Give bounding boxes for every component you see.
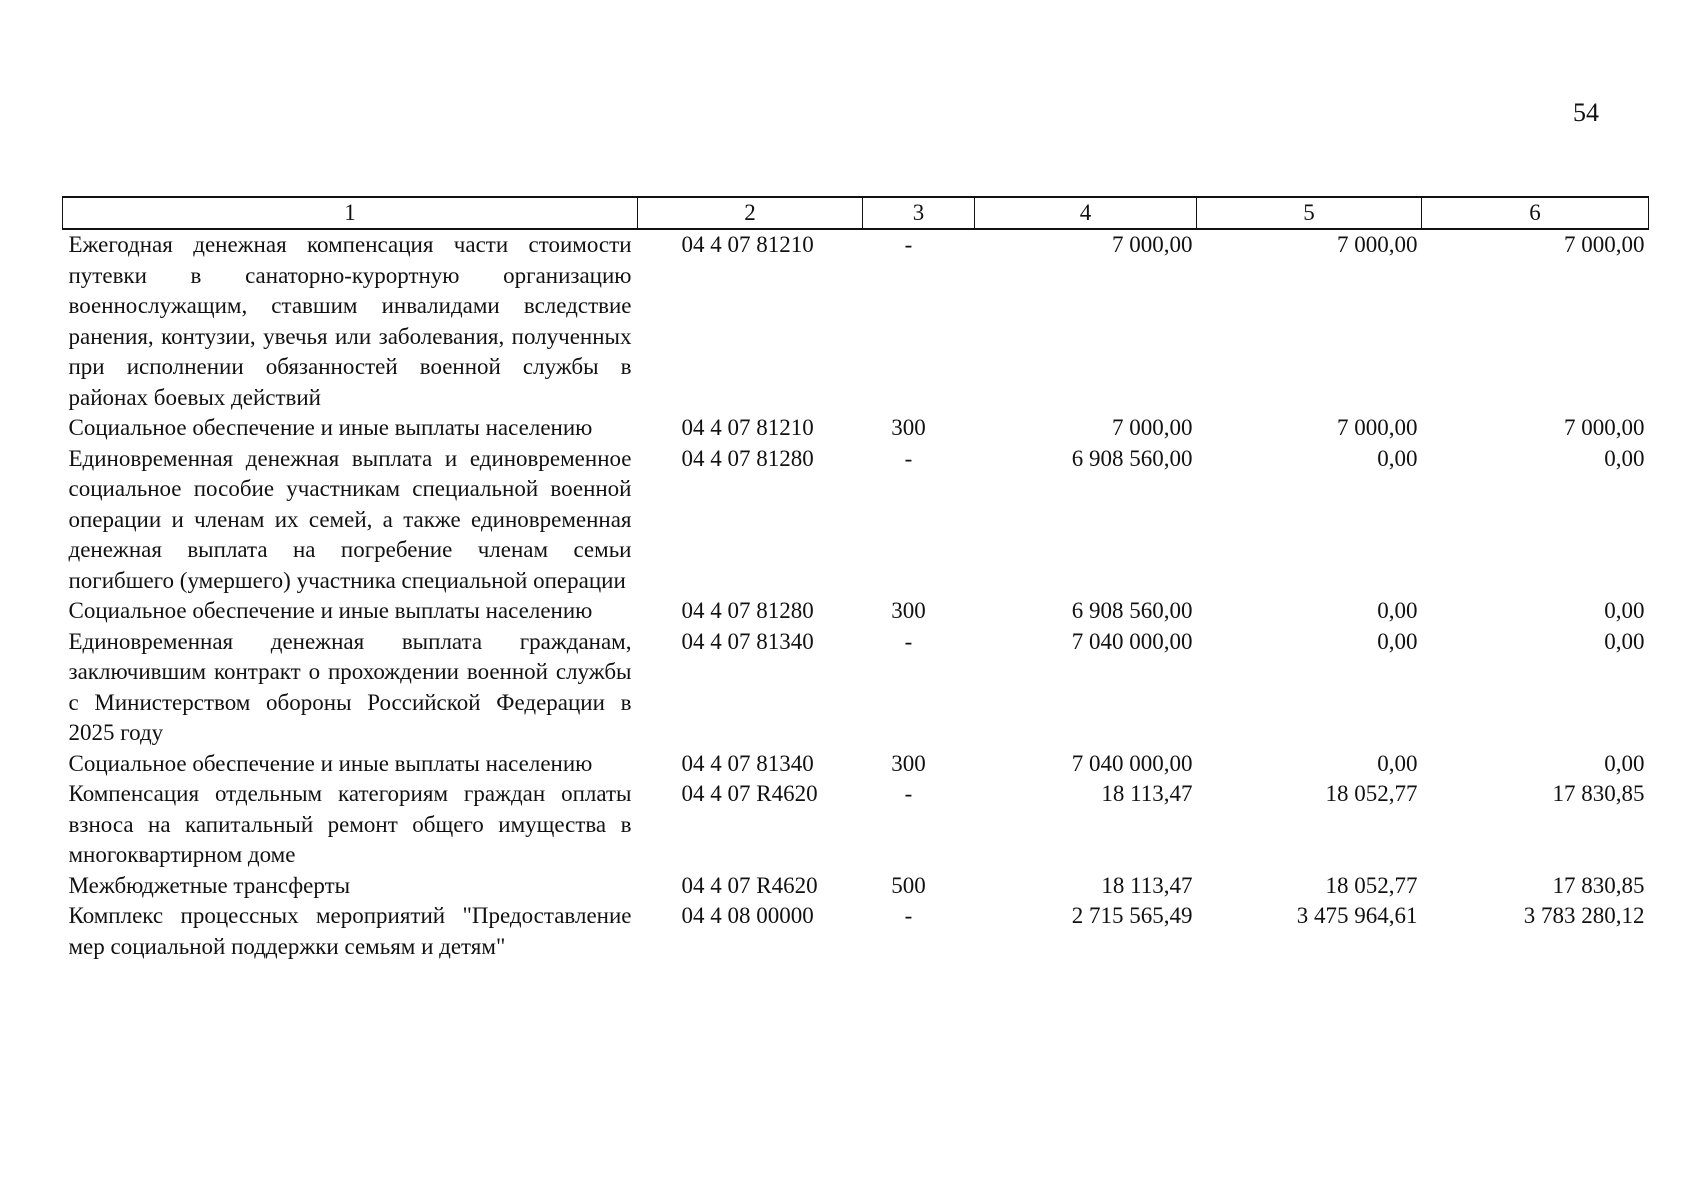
row-type: 300 [891, 415, 926, 440]
row-value-col4: 6 908 560,00 [1071, 445, 1193, 471]
row-value-col6: 7 000,00 [1564, 415, 1645, 440]
table-row [63, 871, 1649, 902]
row-value-col6: 17 830,85 [1552, 872, 1645, 898]
table-row [63, 901, 1649, 962]
table-row [63, 444, 1649, 597]
header-row [63, 197, 1649, 229]
header-col-2: 2 [638, 197, 863, 229]
row-value-col5: 0,00 [1377, 598, 1418, 623]
row-code: 04 4 08 00000 [681, 903, 814, 928]
table-header [63, 197, 1649, 229]
row-value-col5: 0,00 [1377, 628, 1418, 654]
row-value-col5: 7 000,00 [1337, 232, 1418, 257]
row-value-col5: 18 052,77 [1325, 872, 1418, 898]
budget-table [62, 196, 1649, 962]
row-value-col5: 18 052,77 [1325, 781, 1418, 806]
row-code: 04 4 07 81210 [681, 232, 814, 257]
header-col-5: 5 [1197, 197, 1422, 229]
row-value-col6: 0,00 [1604, 598, 1645, 623]
row-value-col4: 7 040 000,00 [1071, 750, 1193, 776]
table-row [63, 229, 1649, 413]
row-value-col5: 0,00 [1377, 750, 1418, 776]
row-value-col4: 18 113,47 [1101, 781, 1193, 806]
table-row [63, 749, 1649, 780]
row-code: 04 4 07 81280 [681, 445, 814, 471]
row-code: 04 4 07 R4620 [681, 872, 818, 898]
row-code: 04 4 07 81280 [681, 598, 814, 623]
row-type: 300 [891, 598, 926, 623]
row-value-col6: 0,00 [1604, 445, 1645, 471]
row-value-col4: 7 040 000,00 [1071, 628, 1193, 654]
row-name: Компенсация отдельным категориям граждан оплаты взноса на капитальный ремонт общего имущества в многоквартирном доме [68, 781, 632, 867]
row-name: Социальное обеспечение и иные выплаты населению [68, 598, 593, 623]
row-value-col4: 18 113,47 [1101, 872, 1193, 898]
row-value-col5: 7 000,00 [1337, 415, 1418, 440]
row-type: - [904, 903, 913, 928]
row-name: Единовременная денежная выплата гражданам, заключившим контракт о прохождении военной службы с Министерством обороны Российской Федерации в 2025 году [68, 628, 632, 745]
header-col-1: 1 [63, 197, 638, 229]
table-row [63, 779, 1649, 871]
row-name: Ежегодная денежная компенсация части стоимости путевки в санаторно-курортную организацию военнослужащим, ставшим инвалидами вследствие ранения, контузии, увечья или заболевания, полученных при исполнении обязанностей военной службы в районах боевых действий [68, 232, 632, 410]
row-name: Межбюджетные трансферты [68, 872, 351, 898]
row-value-col6: 17 830,85 [1552, 781, 1645, 806]
row-code: 04 4 07 R4620 [681, 781, 818, 806]
row-name: Социальное обеспечение и иные выплаты населению [68, 750, 593, 776]
row-value-col6: 7 000,00 [1564, 232, 1645, 257]
row-value-col4: 6 908 560,00 [1071, 598, 1193, 623]
row-value-col5: 0,00 [1377, 445, 1418, 471]
row-type: 300 [891, 750, 926, 776]
row-value-col6: 3 783 280,12 [1523, 903, 1645, 928]
table-body [63, 229, 1649, 962]
header-col-6: 6 [1422, 197, 1649, 229]
row-value-col4: 2 715 565,49 [1071, 903, 1193, 928]
row-name: Единовременная денежная выплата и единовременное социальное пособие участникам специальной военной операции и членам их семей, а также единовременная денежная выплата на погребение членам семьи погибшего (умершего) участника специальной операции [68, 445, 632, 593]
page-number: 54 [1573, 98, 1599, 127]
row-code: 04 4 07 81340 [681, 750, 814, 776]
row-value-col4: 7 000,00 [1112, 232, 1193, 257]
row-type: - [904, 445, 913, 471]
row-type: - [904, 232, 913, 257]
row-name: Социальное обеспечение и иные выплаты населению [68, 415, 593, 440]
row-value-col4: 7 000,00 [1112, 415, 1193, 440]
table-row [63, 596, 1649, 627]
row-type: 500 [891, 872, 926, 898]
budget-table-container [62, 196, 1648, 962]
row-value-col6: 0,00 [1604, 750, 1645, 776]
row-code: 04 4 07 81340 [681, 628, 814, 654]
table-row [63, 413, 1649, 444]
header-col-3: 3 [863, 197, 975, 229]
row-type: - [904, 781, 913, 806]
row-type: - [904, 628, 913, 654]
row-code: 04 4 07 81210 [681, 415, 814, 440]
row-value-col6: 0,00 [1604, 628, 1645, 654]
header-col-4: 4 [975, 197, 1197, 229]
table-row [63, 627, 1649, 749]
row-name: Комплекс процессных мероприятий "Предоставление мер социальной поддержки семьям и детям" [68, 903, 632, 959]
row-value-col5: 3 475 964,61 [1296, 903, 1418, 928]
